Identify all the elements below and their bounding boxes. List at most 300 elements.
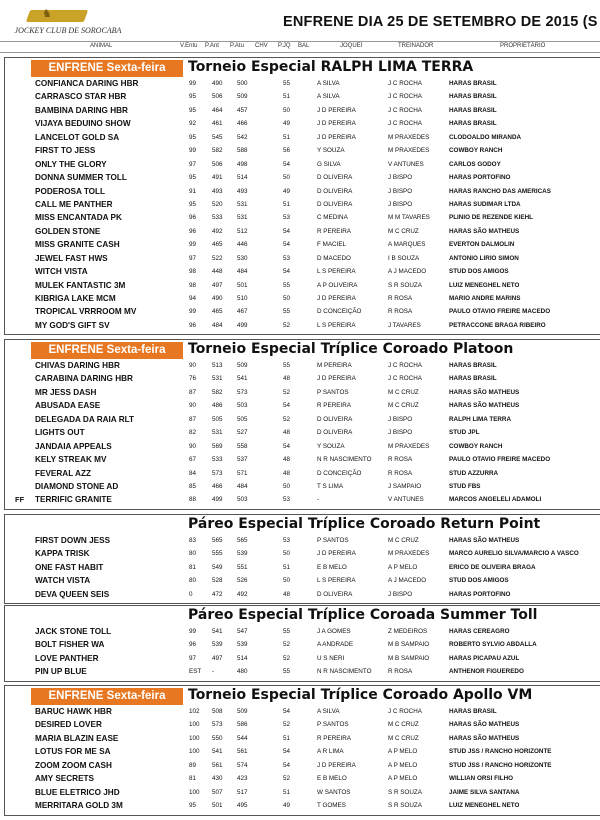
jockey-name: D CONCEIÇÃO	[317, 469, 362, 477]
owner-name: STUD JSS / RANCHO HORIZONTE	[449, 761, 552, 769]
jockey-name: D OLIVEIRA	[317, 174, 353, 182]
entry-rating: 96	[189, 321, 197, 329]
previous-weight: 461	[212, 120, 223, 128]
jockey-weight: 52	[283, 388, 291, 396]
previous-weight: 486	[212, 402, 223, 410]
trainer-name: M B SAMPAIO	[388, 641, 430, 649]
owner-name: LUIZ MENEGHEL NETO	[449, 281, 520, 289]
jockey-name: D OLIVEIRA	[317, 200, 353, 208]
previous-weight: 550	[212, 734, 223, 742]
current-weight: 457	[237, 106, 248, 114]
current-weight: 503	[237, 496, 248, 504]
previous-weight: 505	[212, 415, 223, 423]
race-section	[4, 57, 600, 335]
entry-row	[5, 294, 600, 307]
previous-weight: 539	[212, 641, 223, 649]
jockey-weight: 55	[283, 308, 291, 316]
horse-name: TERRIFIC GRANITE	[35, 495, 112, 505]
horse-name: MISS GRANITE CASH	[35, 240, 120, 250]
horse-name: GOLDEN STONE	[35, 226, 101, 236]
jockey-name: J D PEREIRA	[317, 106, 356, 114]
owner-name: STUD DOS AMIGOS	[449, 268, 509, 276]
race-title: Páreo Especial Tríplice Coroada Summer Toll	[188, 607, 538, 623]
current-weight: 499	[237, 321, 248, 329]
jockey-name: R PEREIRA	[317, 734, 351, 742]
current-weight: 505	[237, 415, 248, 423]
previous-weight: 490	[212, 295, 223, 302]
jockey-name: P SANTOS	[317, 721, 349, 729]
jockey-weight: 54	[283, 708, 291, 715]
current-weight: 544	[237, 734, 248, 742]
race-title: Torneio Especial Tríplice Coroado Apollo VM	[188, 687, 533, 703]
race-header	[5, 606, 600, 627]
column-header-joquei: JOQUEI	[340, 43, 363, 49]
entry-row	[5, 667, 600, 680]
entry-row	[5, 106, 600, 119]
owner-name: HARAS SÃO MATHEUS	[449, 734, 520, 742]
owner-name: MARIO ANDRE MARINS	[449, 295, 521, 302]
jockey-weight: 50	[283, 174, 291, 182]
horse-name: LOVE PANTHER	[35, 653, 99, 663]
previous-weight: 541	[212, 748, 223, 756]
trainer-name: J BISPO	[388, 200, 413, 208]
current-weight: 503	[237, 402, 248, 410]
entry-rating: 84	[189, 469, 197, 477]
jockey-weight: 52	[283, 641, 291, 649]
horse-name: JEWEL FAST HWS	[35, 253, 108, 263]
owner-name: HARAS PORTOFINO	[449, 174, 511, 182]
jockey-name: E B MELO	[317, 775, 347, 783]
entry-rating: 92	[189, 120, 197, 128]
owner-name: PETRACCONE BRAGA RIBEIRO	[449, 321, 546, 329]
trainer-name: M C CRUZ	[388, 402, 419, 410]
trainer-name: M PRAXEDES	[388, 147, 430, 155]
current-weight: 514	[237, 654, 248, 662]
horse-name: JACK STONE TOLL	[35, 627, 112, 636]
entry-row	[5, 576, 600, 589]
previous-weight: 555	[212, 550, 223, 558]
trainer-name: J C ROCHA	[388, 362, 422, 369]
trainer-name: A J MACEDO	[388, 268, 427, 276]
entry-row	[5, 240, 600, 253]
jockey-weight: 51	[283, 133, 291, 141]
trainer-name: J BISPO	[388, 187, 413, 195]
horse-name: AMY SECRETS	[35, 774, 94, 784]
previous-weight: 541	[212, 628, 223, 635]
race-day-badge: ENFRENE Sexta-feira	[31, 60, 183, 77]
jockey-weight: 48	[283, 456, 291, 464]
entry-row	[5, 213, 600, 226]
entry-row	[5, 227, 600, 240]
column-header-v-entu: V.Entu	[180, 43, 198, 49]
jockey-name: J D PEREIRA	[317, 120, 356, 128]
entry-row	[5, 549, 600, 562]
entry-row	[5, 133, 600, 146]
jockey-weight: 54	[283, 227, 291, 235]
trainer-name: J C ROCHA	[388, 93, 422, 101]
entry-row	[5, 254, 600, 267]
jockey-weight: 55	[283, 362, 291, 369]
horse-name: ONE FAST HABIT	[35, 562, 104, 572]
entry-row	[5, 627, 600, 640]
horse-name: DONNA SUMMER TOLL	[35, 173, 127, 183]
jockey-name: D OLIVEIRA	[317, 429, 353, 437]
previous-weight: 513	[212, 362, 223, 369]
trainer-name: A P MELO	[388, 563, 418, 571]
horse-name: DEVA QUEEN SEIS	[35, 589, 110, 599]
previous-weight: 501	[212, 802, 223, 810]
horse-name: LANCELOT GOLD SA	[35, 132, 120, 142]
current-weight: 512	[237, 227, 248, 235]
horse-name: BLUE ELETRICO JHD	[35, 787, 120, 797]
jockey-name: M PEREIRA	[317, 362, 352, 369]
trainer-name: J BISPO	[388, 174, 413, 182]
horse-name: CONFIANCA DARING HBR	[35, 79, 139, 88]
entry-row	[5, 640, 600, 653]
jockey-name: L S PEREIRA	[317, 321, 356, 329]
previous-weight: 448	[212, 268, 223, 276]
current-weight: 527	[237, 429, 248, 437]
jockey-name: Y SOUZA	[317, 442, 345, 450]
previous-weight: 491	[212, 174, 223, 182]
entry-row	[5, 734, 600, 747]
entry-row	[5, 801, 600, 814]
horse-name: BAMBINA DARING HBR	[35, 105, 128, 115]
owner-name: HARAS SÃO MATHEUS	[449, 227, 520, 235]
current-weight: 531	[237, 200, 248, 208]
jockey-name: J D PEREIRA	[317, 295, 356, 302]
entry-rating: 100	[189, 748, 200, 756]
jockey-name: J D PEREIRA	[317, 133, 356, 141]
trainer-name: S R SOUZA	[388, 802, 422, 810]
jockey-name: A SILVA	[317, 708, 340, 715]
entry-row	[5, 654, 600, 667]
column-header-chv: CHV	[255, 43, 268, 49]
trainer-name: I B SOUZA	[388, 254, 420, 262]
current-weight: 547	[237, 628, 248, 635]
entry-row	[5, 119, 600, 132]
previous-weight: 531	[212, 429, 223, 437]
owner-name: HARAS SUDIMAR LTDA	[449, 200, 521, 208]
jockey-weight: 53	[283, 496, 291, 504]
jockey-weight: 55	[283, 281, 291, 289]
trainer-name: M M TAVARES	[388, 214, 430, 222]
horse-name: WITCH VISTA	[35, 267, 88, 277]
trainer-name: M C CRUZ	[388, 721, 419, 729]
owner-name: HARAS PORTOFINO	[449, 590, 511, 598]
entry-rating: 96	[189, 227, 197, 235]
jockey-name: A R LIMA	[317, 748, 344, 756]
entry-rating: 99	[189, 308, 197, 316]
jockey-weight: 51	[283, 563, 291, 571]
jockey-weight: 54	[283, 160, 291, 168]
current-weight: 484	[237, 268, 248, 276]
jockey-weight: 49	[283, 187, 291, 195]
horse-name: ZOOM ZOOM CASH	[35, 760, 112, 770]
jockey-weight: 49	[283, 120, 291, 128]
entry-rating: 98	[189, 268, 197, 276]
entry-rating: 100	[189, 788, 200, 796]
current-weight: 526	[237, 577, 248, 585]
jockey-weight: 48	[283, 469, 291, 477]
owner-name: PLINIO DE REZENDE KIEHL	[449, 214, 533, 222]
horse-name: LIGHTS OUT	[35, 428, 85, 438]
trainer-name: A P MELO	[388, 748, 418, 756]
jockey-weight: 48	[283, 590, 291, 598]
entry-row	[5, 321, 600, 334]
entry-row	[5, 590, 600, 603]
previous-weight: 484	[212, 321, 223, 329]
entry-rating: 100	[189, 721, 200, 729]
trainer-name: A MARQUES	[388, 241, 426, 249]
entry-rating: 90	[189, 442, 197, 450]
trainer-name: J BISPO	[388, 590, 413, 598]
trainer-name: M C CRUZ	[388, 537, 419, 544]
entry-rating: 100	[189, 734, 200, 742]
current-weight: 500	[237, 80, 248, 87]
horse-name: ONLY THE GLORY	[35, 159, 107, 169]
entry-row	[5, 774, 600, 787]
trainer-name: J BISPO	[388, 429, 413, 437]
entry-rating: 95	[189, 93, 197, 101]
current-weight: 484	[237, 482, 248, 490]
entry-rating: 85	[189, 482, 197, 490]
trainer-name: R ROSA	[388, 295, 413, 302]
jockey-weight: 49	[283, 802, 291, 810]
owner-name: HARAS BRASIL	[449, 93, 497, 101]
horse-name: DESIRED LOVER	[35, 720, 102, 730]
entry-rating: EST	[189, 668, 202, 676]
horse-icon: ♞	[42, 8, 52, 20]
previous-weight: 507	[212, 788, 223, 796]
entry-rating: 95	[189, 174, 197, 182]
current-weight: 574	[237, 761, 248, 769]
jockey-name: A SILVA	[317, 93, 340, 101]
jockey-name: W SANTOS	[317, 788, 351, 796]
previous-weight: 499	[212, 496, 223, 504]
entry-rating: 80	[189, 577, 197, 585]
trainer-name: J C ROCHA	[388, 80, 422, 87]
entry-row	[5, 469, 600, 482]
entry-rating: 96	[189, 641, 197, 649]
owner-name: COWBOY RANCH	[449, 442, 503, 450]
jockey-name: R PEREIRA	[317, 227, 351, 235]
horse-name: DIAMOND STONE AD	[35, 481, 119, 491]
owner-name: HARAS BRASIL	[449, 80, 497, 87]
jockey-weight: 56	[283, 147, 291, 155]
jockey-name: L S PEREIRA	[317, 268, 356, 276]
trainer-name: M C CRUZ	[388, 227, 419, 235]
previous-weight: 533	[212, 456, 223, 464]
jockey-name: J D PEREIRA	[317, 550, 356, 558]
owner-name: HARAS BRASIL	[449, 708, 497, 715]
entry-rating: 90	[189, 402, 197, 410]
entry-rating: 88	[189, 496, 197, 504]
jockey-weight: 51	[283, 93, 291, 101]
jockey-name: U S NERI	[317, 654, 345, 662]
trainer-name: S R SOUZA	[388, 788, 422, 796]
entry-row	[5, 388, 600, 401]
owner-name: HARAS BRASIL	[449, 375, 497, 383]
trainer-name: M C CRUZ	[388, 734, 419, 742]
entry-rating: 96	[189, 214, 197, 222]
horse-name: CHIVAS DARING HBR	[35, 361, 120, 370]
entry-row	[5, 281, 600, 294]
jockey-name: E B MELO	[317, 563, 347, 571]
horse-name: MULEK FANTASTIC 3M	[35, 280, 126, 290]
race-section	[4, 605, 600, 682]
owner-name: JAIME SILVA SANTANA	[449, 788, 520, 796]
jockey-weight: 52	[283, 775, 291, 783]
owner-name: HARAS BRASIL	[449, 106, 497, 114]
entry-rating: 99	[189, 80, 197, 87]
jockey-name: C MEDINA	[317, 214, 348, 222]
previous-weight: 582	[212, 388, 223, 396]
jockey-name: D CONCEIÇÃO	[317, 308, 362, 316]
column-header-p-jq: P.JQ	[278, 43, 291, 49]
jockey-weight: 52	[283, 654, 291, 662]
horse-name: BOLT FISHER WA	[35, 640, 105, 650]
entry-rating: 97	[189, 160, 197, 168]
jockey-weight: 55	[283, 80, 291, 87]
trainer-name: J SAMPAIO	[388, 482, 422, 490]
horse-name: MISS ENCANTADA PK	[35, 213, 122, 223]
current-weight: 539	[237, 641, 248, 649]
trainer-name: V ANTUNES	[388, 160, 424, 168]
entry-row	[5, 187, 600, 200]
horse-name: DELEGADA DA RAIA RLT	[35, 414, 134, 424]
jockey-weight: 51	[283, 200, 291, 208]
current-weight: 493	[237, 187, 248, 195]
entry-row	[5, 92, 600, 105]
horse-name: BARUC HAWK HBR	[35, 707, 112, 716]
current-weight: 561	[237, 748, 248, 756]
jockey-weight: 50	[283, 482, 291, 490]
race-section	[4, 339, 600, 510]
entry-row	[5, 307, 600, 320]
horse-name: JANDAIA APPEALS	[35, 441, 112, 451]
current-weight: 466	[237, 120, 248, 128]
trainer-name: R ROSA	[388, 456, 413, 464]
jockey-weight: 54	[283, 402, 291, 410]
current-weight: 423	[237, 775, 248, 783]
trainer-name: J C ROCHA	[388, 375, 422, 383]
trainer-name: A P MELO	[388, 775, 418, 783]
jockey-weight: 54	[283, 761, 291, 769]
jockey-weight: 50	[283, 550, 291, 558]
jockey-name: N R NASCIMENTO	[317, 668, 372, 676]
current-weight: 531	[237, 214, 248, 222]
jockey-name: J A GOMES	[317, 628, 351, 635]
entry-row	[5, 747, 600, 760]
horse-name: MR JESS DASH	[35, 387, 97, 397]
entry-row	[5, 707, 600, 720]
entry-row	[5, 428, 600, 441]
column-header-treinador: TREINADOR	[398, 43, 434, 49]
owner-name: CLODOALDO MIRANDA	[449, 133, 522, 141]
current-weight: 551	[237, 563, 248, 571]
current-weight: 586	[237, 721, 248, 729]
owner-name: MARCO AURELIO SILVA/MARCIO A VASCO	[449, 550, 579, 558]
current-weight: 509	[237, 708, 248, 715]
trainer-name: S R SOUZA	[388, 281, 422, 289]
race-title: Páreo Especial Tríplice Coroado Return Point	[188, 516, 541, 532]
current-weight: 501	[237, 281, 248, 289]
current-weight: 565	[237, 537, 248, 544]
owner-name: HARAS BRASIL	[449, 362, 497, 369]
page-title: ENFRENE DIA 25 DE SETEMBRO DE 2015 (S	[283, 14, 598, 30]
entry-rating: 81	[189, 563, 197, 571]
trainer-name: R ROSA	[388, 469, 413, 477]
jockey-name: R PEREIRA	[317, 402, 351, 410]
previous-weight: 528	[212, 577, 223, 585]
race-title: Torneio Especial RALPH LIMA TERRA	[188, 59, 474, 75]
horse-name: KIBRIGA LAKE MCM	[35, 294, 116, 303]
jockey-name: D OLIVEIRA	[317, 187, 353, 195]
entry-row	[5, 79, 600, 92]
trainer-name: M B SAMPAIO	[388, 654, 430, 662]
owner-name: HARAS CEREAGRO	[449, 628, 510, 635]
owner-name: HARAS SÃO MATHEUS	[449, 402, 520, 410]
club-name: JOCKEY CLUB DE SOROCABA	[14, 26, 122, 35]
horse-name: MY GOD'S GIFT SV	[35, 320, 110, 330]
entry-rating: 94	[189, 295, 197, 302]
trainer-name: V ANTUNES	[388, 496, 424, 504]
club-logo	[8, 4, 128, 38]
owner-name: ANTONIO LIRIO SIMON	[449, 254, 519, 262]
jockey-name: P SANTOS	[317, 537, 349, 544]
horse-name: FIRST TO JESS	[35, 146, 96, 156]
trainer-name: A J MACEDO	[388, 577, 427, 585]
jockey-name: L S PEREIRA	[317, 577, 356, 585]
jockey-weight: 48	[283, 429, 291, 437]
previous-weight: 549	[212, 563, 223, 571]
current-weight: 517	[237, 788, 248, 796]
entry-rating: 91	[189, 187, 197, 195]
previous-weight: -	[212, 668, 215, 676]
entry-row	[5, 267, 600, 280]
entry-rating: 99	[189, 147, 197, 155]
jockey-weight: 54	[283, 442, 291, 450]
jockey-weight: 50	[283, 577, 291, 585]
column-header-proprietario: PROPRIETÁRIO	[500, 43, 546, 49]
entry-row	[5, 173, 600, 186]
jockey-weight: 55	[283, 628, 291, 635]
horse-name: KAPPA TRISK	[35, 549, 90, 559]
race-day-badge: ENFRENE Sexta-feira	[31, 688, 183, 705]
horse-name: CARABINA DARING HBR	[35, 374, 133, 384]
previous-weight: 497	[212, 654, 223, 662]
owner-name: STUD AZZURRA	[449, 469, 499, 477]
entry-rating: 97	[189, 254, 197, 262]
jockey-weight: 51	[283, 734, 291, 742]
entry-rating: 83	[189, 537, 197, 544]
entry-row	[5, 720, 600, 733]
race-section	[4, 685, 600, 816]
entry-rating: 67	[189, 456, 197, 464]
owner-name: HARAS PICAPAU AZUL	[449, 654, 520, 662]
jockey-name: -	[317, 496, 320, 504]
jockey-weight: 54	[283, 241, 291, 249]
jockey-name: F MACIEL	[317, 241, 347, 249]
entry-row	[5, 563, 600, 576]
jockey-name: D MACEDO	[317, 254, 351, 262]
current-weight: 492	[237, 590, 248, 598]
horse-name: MERRITARA GOLD 3M	[35, 801, 123, 811]
jockey-name: A ANDRADE	[317, 641, 354, 649]
entry-row	[5, 401, 600, 414]
race-title: Torneio Especial Tríplice Coroado Platoon	[188, 341, 514, 357]
